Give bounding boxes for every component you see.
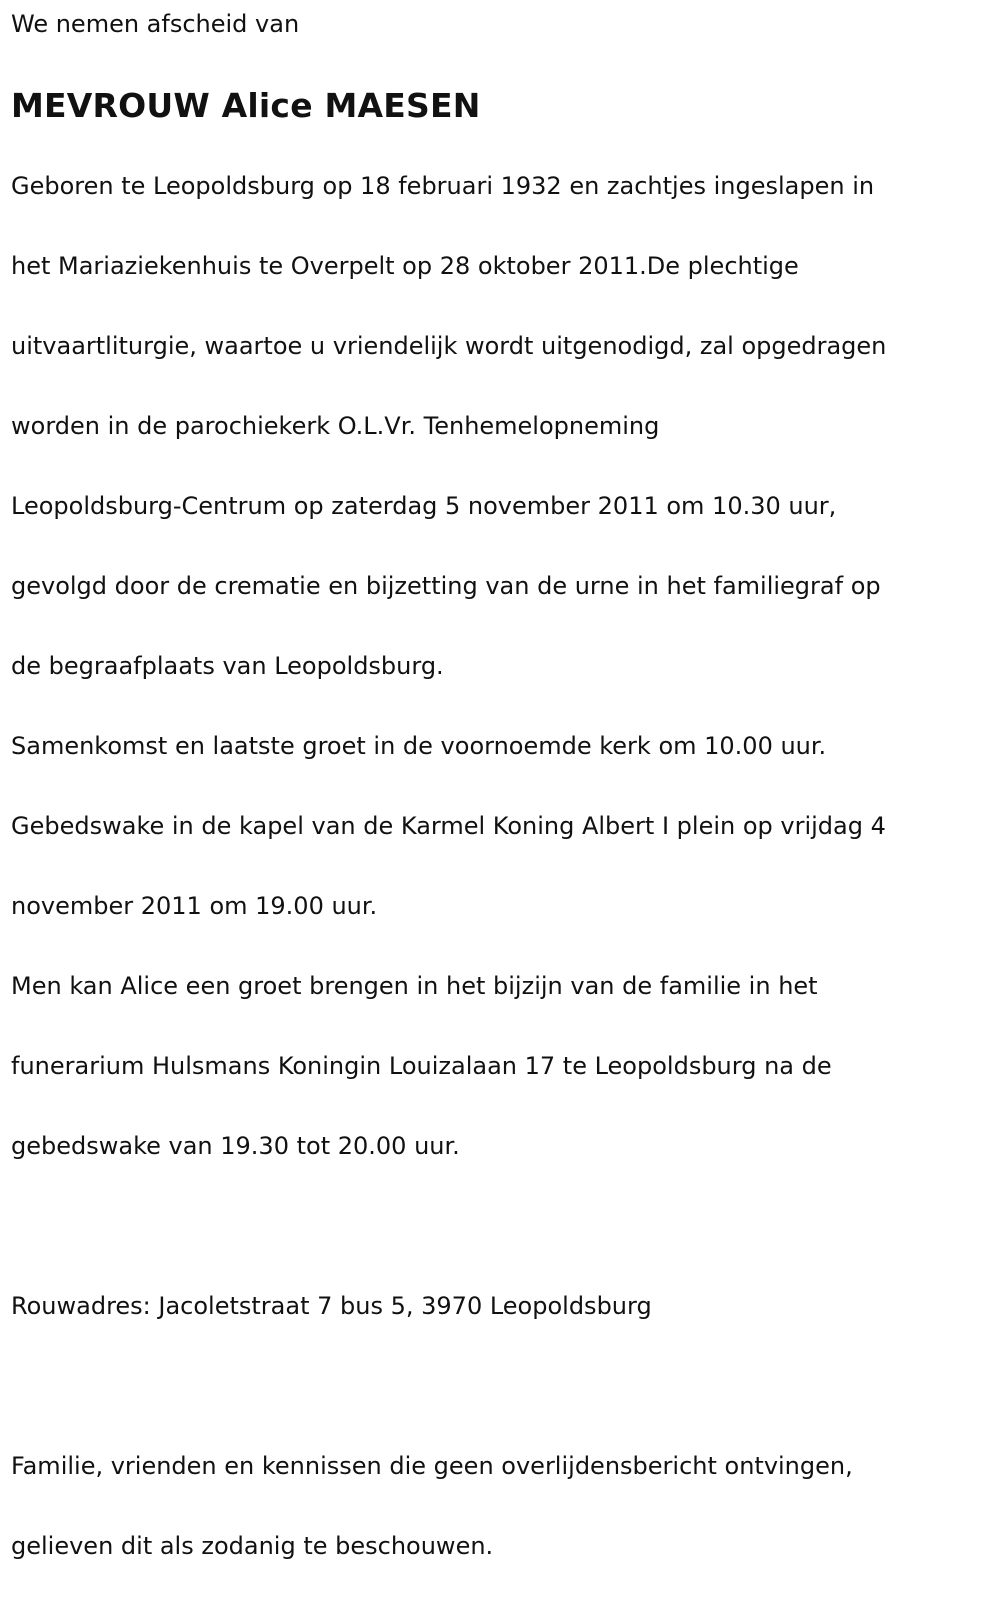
spacer	[11, 1366, 1000, 1406]
body-line: Gebedswake in de kapel van de Karmel Koning Albert I plein op vrijdag 4	[11, 812, 886, 840]
body-line: de begraafplaats van Leopoldsburg.	[11, 652, 444, 680]
address-line: Rouwadres: Jacoletstraat 7 bus 5, 3970 Leopoldsburg	[11, 1292, 652, 1320]
body-line: uitvaartliturgie, waartoe u vriendelijk wordt uitgenodigd, zal opgedragen	[11, 332, 887, 360]
spacer	[11, 1206, 1000, 1246]
body-line: gebedswake van 19.30 tot 20.00 uur.	[11, 1132, 460, 1160]
intro-text: We nemen afscheid van	[11, 10, 300, 38]
closing-line: Familie, vrienden en kennissen die geen overlijdensbericht ontvingen,	[11, 1452, 853, 1480]
closing-line: gelieven dit als zodanig te beschouwen.	[11, 1532, 494, 1560]
body-line: Samenkomst en laatste groet in de voornoemde kerk om 10.00 uur.	[11, 732, 827, 760]
body-line: worden in de parochiekerk O.L.Vr. Tenhemelopneming	[11, 412, 660, 440]
body-line: Geboren te Leopoldsburg op 18 februari 1932 en zachtjes ingeslapen in	[11, 172, 875, 200]
mourning-address	[11, 1246, 1000, 1366]
body-line: het Mariaziekenhuis te Overpelt op 28 oktober 2011.De plechtige	[11, 252, 799, 280]
body-line: november 2011 om 19.00 uur.	[11, 892, 378, 920]
body-line: gevolgd door de crematie en bijzetting van de urne in het familiegraf op	[11, 572, 881, 600]
closing-note	[11, 1406, 1000, 1606]
body-line: funerarium Hulsmans Koningin Louizalaan 17 te Leopoldsburg na de	[11, 1052, 832, 1080]
body-line: Men kan Alice een groet brengen in het bijzijn van de familie in het	[11, 972, 818, 1000]
body-line: Leopoldsburg-Centrum op zaterdag 5 november 2011 om 10.30 uur,	[11, 492, 837, 520]
notice-body	[11, 126, 1000, 1206]
deceased-name: MEVROUW Alice MAESEN	[11, 86, 481, 125]
